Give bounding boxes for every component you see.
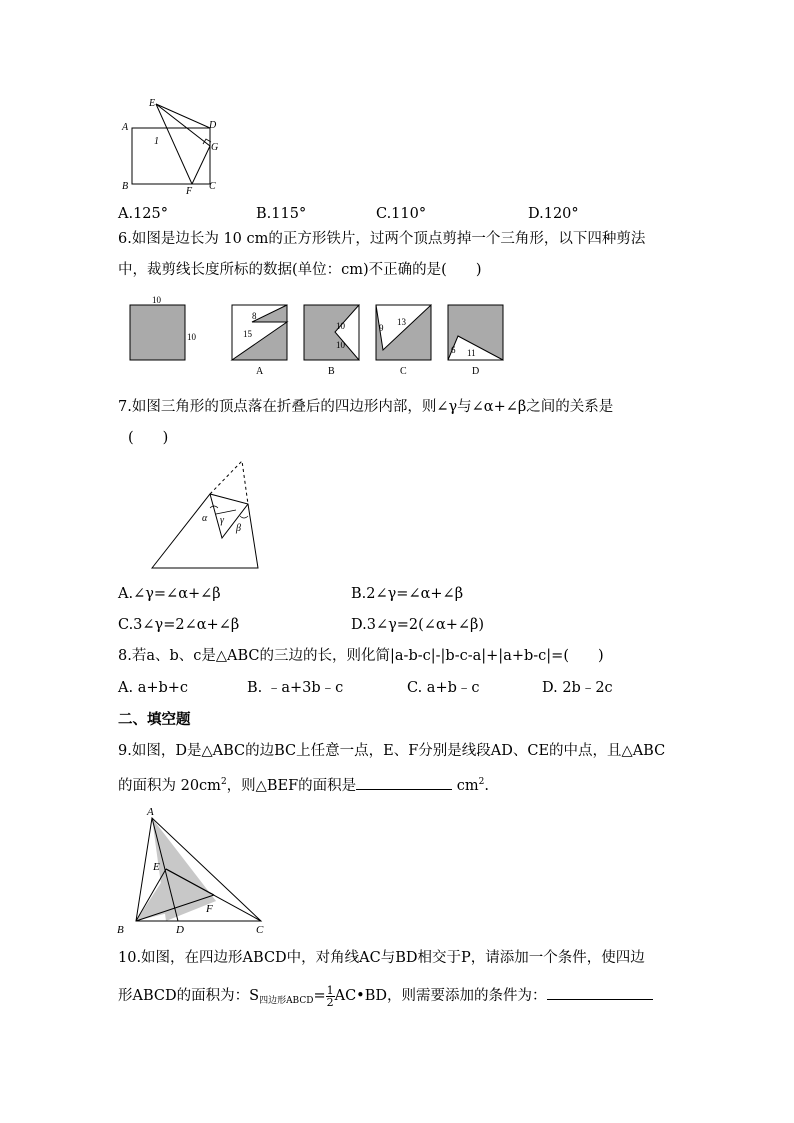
cut-a-label-2: 15 bbox=[243, 329, 252, 339]
option-c-figure-label: C bbox=[400, 366, 407, 377]
label-c: C bbox=[256, 924, 264, 936]
option-a-figure-label: A bbox=[256, 366, 264, 377]
q8-option-b: B. ﹣a+3b﹣c bbox=[247, 680, 344, 696]
q7-option-a: A.∠γ=∠α+∠β bbox=[118, 586, 221, 602]
cut-d-label-2: 11 bbox=[467, 348, 476, 358]
q10-answer-blank[interactable] bbox=[547, 984, 653, 1000]
q10-numerator: 1 bbox=[326, 983, 334, 997]
label-a: A bbox=[147, 806, 154, 818]
label-b: B bbox=[122, 181, 129, 192]
label-e: E bbox=[149, 98, 156, 109]
cut-d-label-1: 6 bbox=[451, 345, 456, 355]
q6-line-1: 6.如图是边长为 10 cm的正方形铁片，过两个顶点剪掉一个三角形，以下四种剪法 bbox=[118, 231, 646, 247]
q7-option-d: D.3∠γ=2(∠α+∠β) bbox=[351, 617, 485, 633]
cut-a-label-1: 8 bbox=[252, 311, 257, 321]
label-angle-1: 1 bbox=[154, 136, 159, 147]
q9-unit: cm bbox=[452, 777, 479, 794]
q9-text-a: 的面积为 20cm bbox=[118, 777, 221, 794]
q9-period: . bbox=[484, 777, 489, 794]
q9-line-2 bbox=[118, 772, 489, 796]
option-b-figure-label: B bbox=[328, 366, 335, 377]
label-f: F bbox=[206, 903, 213, 915]
q9-line-1: 9.如图，D是△ABC的边BC上任意一点，E、F分别是线段AD、CE的中点，且△ABC bbox=[118, 743, 666, 759]
q10-text-a: 形ABCD的面积为：S bbox=[118, 988, 260, 1004]
q7-option-c: C.3∠γ=2∠α+∠β bbox=[118, 617, 240, 633]
q7-line-1: 7.如图三角形的顶点落在折叠后的四边形内部，则∠γ与∠α+∠β之间的关系是 bbox=[118, 399, 614, 415]
label-b: B bbox=[117, 924, 124, 936]
q8-line-1: 8.若a、b、c是△ABC的三边的长，则化简|a-b-c|-|b-c-a|+|a+b-c|=( ) bbox=[118, 648, 604, 664]
q9-sup-2: 2 bbox=[478, 777, 485, 787]
cut-c-label-1: 9 bbox=[379, 323, 384, 333]
q9-answer-blank[interactable] bbox=[356, 774, 452, 790]
q9-text-b: ，则△BEF的面积是 bbox=[226, 777, 357, 794]
figure-q7-folded-triangle bbox=[150, 458, 270, 570]
q10-denominator: 2 bbox=[326, 995, 334, 1009]
q10-subscript: 四边形ABCD bbox=[259, 996, 314, 1006]
q8-option-d: D. 2b﹣2c bbox=[542, 680, 613, 696]
label-d: D bbox=[176, 924, 184, 936]
label-c: C bbox=[209, 181, 216, 192]
square-top-label: 10 bbox=[152, 295, 161, 305]
label-e: E bbox=[153, 861, 160, 873]
label-f: F bbox=[186, 186, 193, 197]
q8-option-c: C. a+b﹣c bbox=[407, 680, 480, 696]
q10-equals: = bbox=[313, 988, 326, 1004]
section-heading: 二、填空题 bbox=[118, 712, 191, 728]
option-d-figure-label: D bbox=[472, 366, 480, 377]
square-right-label: 10 bbox=[187, 332, 196, 342]
figure-q9-triangle bbox=[116, 803, 276, 935]
q5-option-c: C.110° bbox=[376, 206, 427, 222]
figure-q5-rectangle bbox=[118, 94, 228, 198]
q5-option-d: D.120° bbox=[528, 206, 579, 222]
label-d: D bbox=[209, 120, 217, 131]
q6-line-2: 中，裁剪线长度所标的数据(单位：cm)不正确的是( ) bbox=[118, 262, 482, 278]
angle-gamma: γ bbox=[220, 515, 224, 526]
figure-q6-squares bbox=[125, 294, 515, 384]
angle-beta: β bbox=[236, 523, 241, 534]
angle-alpha: α bbox=[202, 513, 208, 524]
q7-line-2: ( ) bbox=[128, 430, 169, 446]
q10-text-b: AC•BD，则需要添加的条件为： bbox=[334, 988, 547, 1004]
q10-line-2 bbox=[118, 984, 653, 1011]
q8-option-a: A. a+b+c bbox=[118, 680, 189, 696]
cut-c-label-2: 13 bbox=[397, 317, 406, 327]
q5-option-a: A.125° bbox=[118, 206, 169, 222]
q7-option-b: B.2∠γ=∠α+∠β bbox=[351, 586, 464, 602]
cut-b-label-1: 10 bbox=[336, 321, 345, 331]
label-g: G bbox=[211, 142, 219, 153]
q5-option-b: B.115° bbox=[256, 206, 307, 222]
label-a: A bbox=[122, 122, 129, 133]
cut-b-label-2: 10 bbox=[336, 340, 345, 350]
q10-line-1: 10.如图，在四边形ABCD中，对角线AC与BD相交于P，请添加一个条件，使四边 bbox=[118, 950, 645, 966]
q10-fraction bbox=[326, 985, 335, 1008]
q9-sup-1: 2 bbox=[220, 777, 227, 787]
